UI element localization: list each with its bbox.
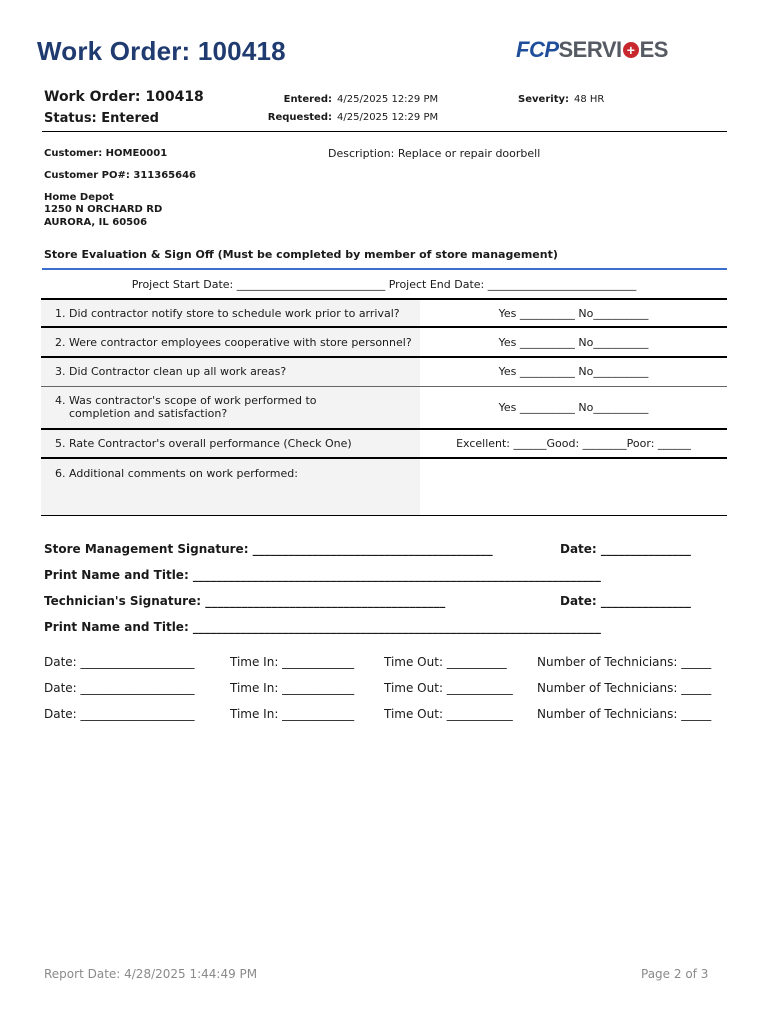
log-time-in[interactable]: Time In: ____________ [230,655,355,669]
question-number: 1. [55,306,66,320]
question-number: 4. [55,394,66,408]
question-text: Rate Contractor's overall performance (Check One) [69,437,352,450]
question-text: Were contractor employees cooperative with store personnel? [69,335,412,349]
technician-date[interactable]: Date: _______________ [560,594,691,608]
log-time-out[interactable]: Time Out: ___________ [384,707,513,721]
question-answer[interactable]: Yes __________ No__________ [420,299,727,327]
question-number: 5. [55,437,66,450]
question-row-1 [41,299,727,327]
header-divider [42,131,727,132]
log-time-out[interactable]: Time Out: __________ [384,655,507,669]
question-row-5 [41,429,727,458]
logo-services-b: ES [639,37,668,62]
question-number: 2. [55,335,66,349]
address-line-1: Home Depot [44,192,114,203]
severity-value: 48 HR [574,94,605,105]
question-text: Did contractor notify store to schedule work prior to arrival? [69,306,400,320]
logo-fcp: FCP [516,37,559,62]
report-date: Report Date: 4/28/2025 1:44:49 PM [44,967,258,981]
question-row-2 [41,327,727,357]
requested-value: 4/25/2025 12:29 PM [337,112,439,123]
page-number: Page 2 of 3 [641,967,709,981]
entered-value: 4/25/2025 12:29 PM [337,94,439,105]
project-dates[interactable]: Project Start Date: ___________________________ Project End Date: ___________________________ [131,277,637,291]
comments-area[interactable] [420,458,727,515]
question-row-3 [41,357,727,386]
question-text: Was contractor's scope of work performed to completion and satisfaction? [69,394,317,421]
question-number: 3. [55,365,66,379]
question-row-4 [41,386,727,429]
log-num-technicians[interactable]: Number of Technicians: _____ [537,681,712,695]
header-status: Status: Entered [44,111,159,126]
log-date[interactable]: Date: ___________________ [44,681,195,695]
requested-label: Requested: [267,112,332,123]
store-management-date[interactable]: Date: _______________ [560,542,691,556]
company-logo [516,37,668,63]
customer-id: Customer: HOME0001 [44,148,168,159]
log-date[interactable]: Date: ___________________ [44,707,195,721]
question-answer[interactable]: Yes __________ No__________ [420,327,727,357]
question-answer[interactable]: Yes __________ No__________ [420,386,727,429]
log-num-technicians[interactable]: Number of Technicians: _____ [537,707,712,721]
question-text: Did Contractor clean up all work areas? [69,365,287,379]
log-num-technicians[interactable]: Number of Technicians: _____ [537,655,712,669]
technician-signature[interactable]: Technician's Signature: ________________________________________ [44,594,446,608]
question-row-6 [41,458,727,515]
severity-label: Severity: [518,94,569,105]
evaluation-table [41,270,727,516]
log-time-in[interactable]: Time In: ____________ [230,707,355,721]
customer-po: Customer PO#: 311365646 [44,170,196,181]
log-date[interactable]: Date: ___________________ [44,655,195,669]
work-description: Description: Replace or repair doorbell [328,147,541,160]
logo-plus-icon: + [623,42,639,58]
question-answer[interactable]: Excellent: ______Good: ________Poor: ______ [420,429,727,458]
question-text: Additional comments on work performed: [69,467,298,480]
page-title: Work Order: 100418 [37,36,286,66]
header-work-order: Work Order: 100418 [44,89,204,105]
entered-label: Entered: [283,94,332,105]
question-number: 6. [55,467,66,480]
print-name-title-2[interactable]: Print Name and Title: ____________________________________________________________________ [44,620,601,634]
log-time-in[interactable]: Time In: ____________ [230,681,355,695]
evaluation-title: Store Evaluation & Sign Off (Must be completed by member of store management) [44,248,558,261]
question-answer[interactable]: Yes __________ No__________ [420,357,727,386]
log-time-out[interactable]: Time Out: ___________ [384,681,513,695]
print-name-title-1[interactable]: Print Name and Title: ____________________________________________________________________ [44,568,601,582]
logo-services-a: SERVI [558,37,622,62]
address-line-3: AURORA, IL 60506 [44,217,148,228]
address-line-2: 1250 N ORCHARD RD [44,204,163,215]
store-management-signature[interactable]: Store Management Signature: ________________________________________ [44,542,493,556]
